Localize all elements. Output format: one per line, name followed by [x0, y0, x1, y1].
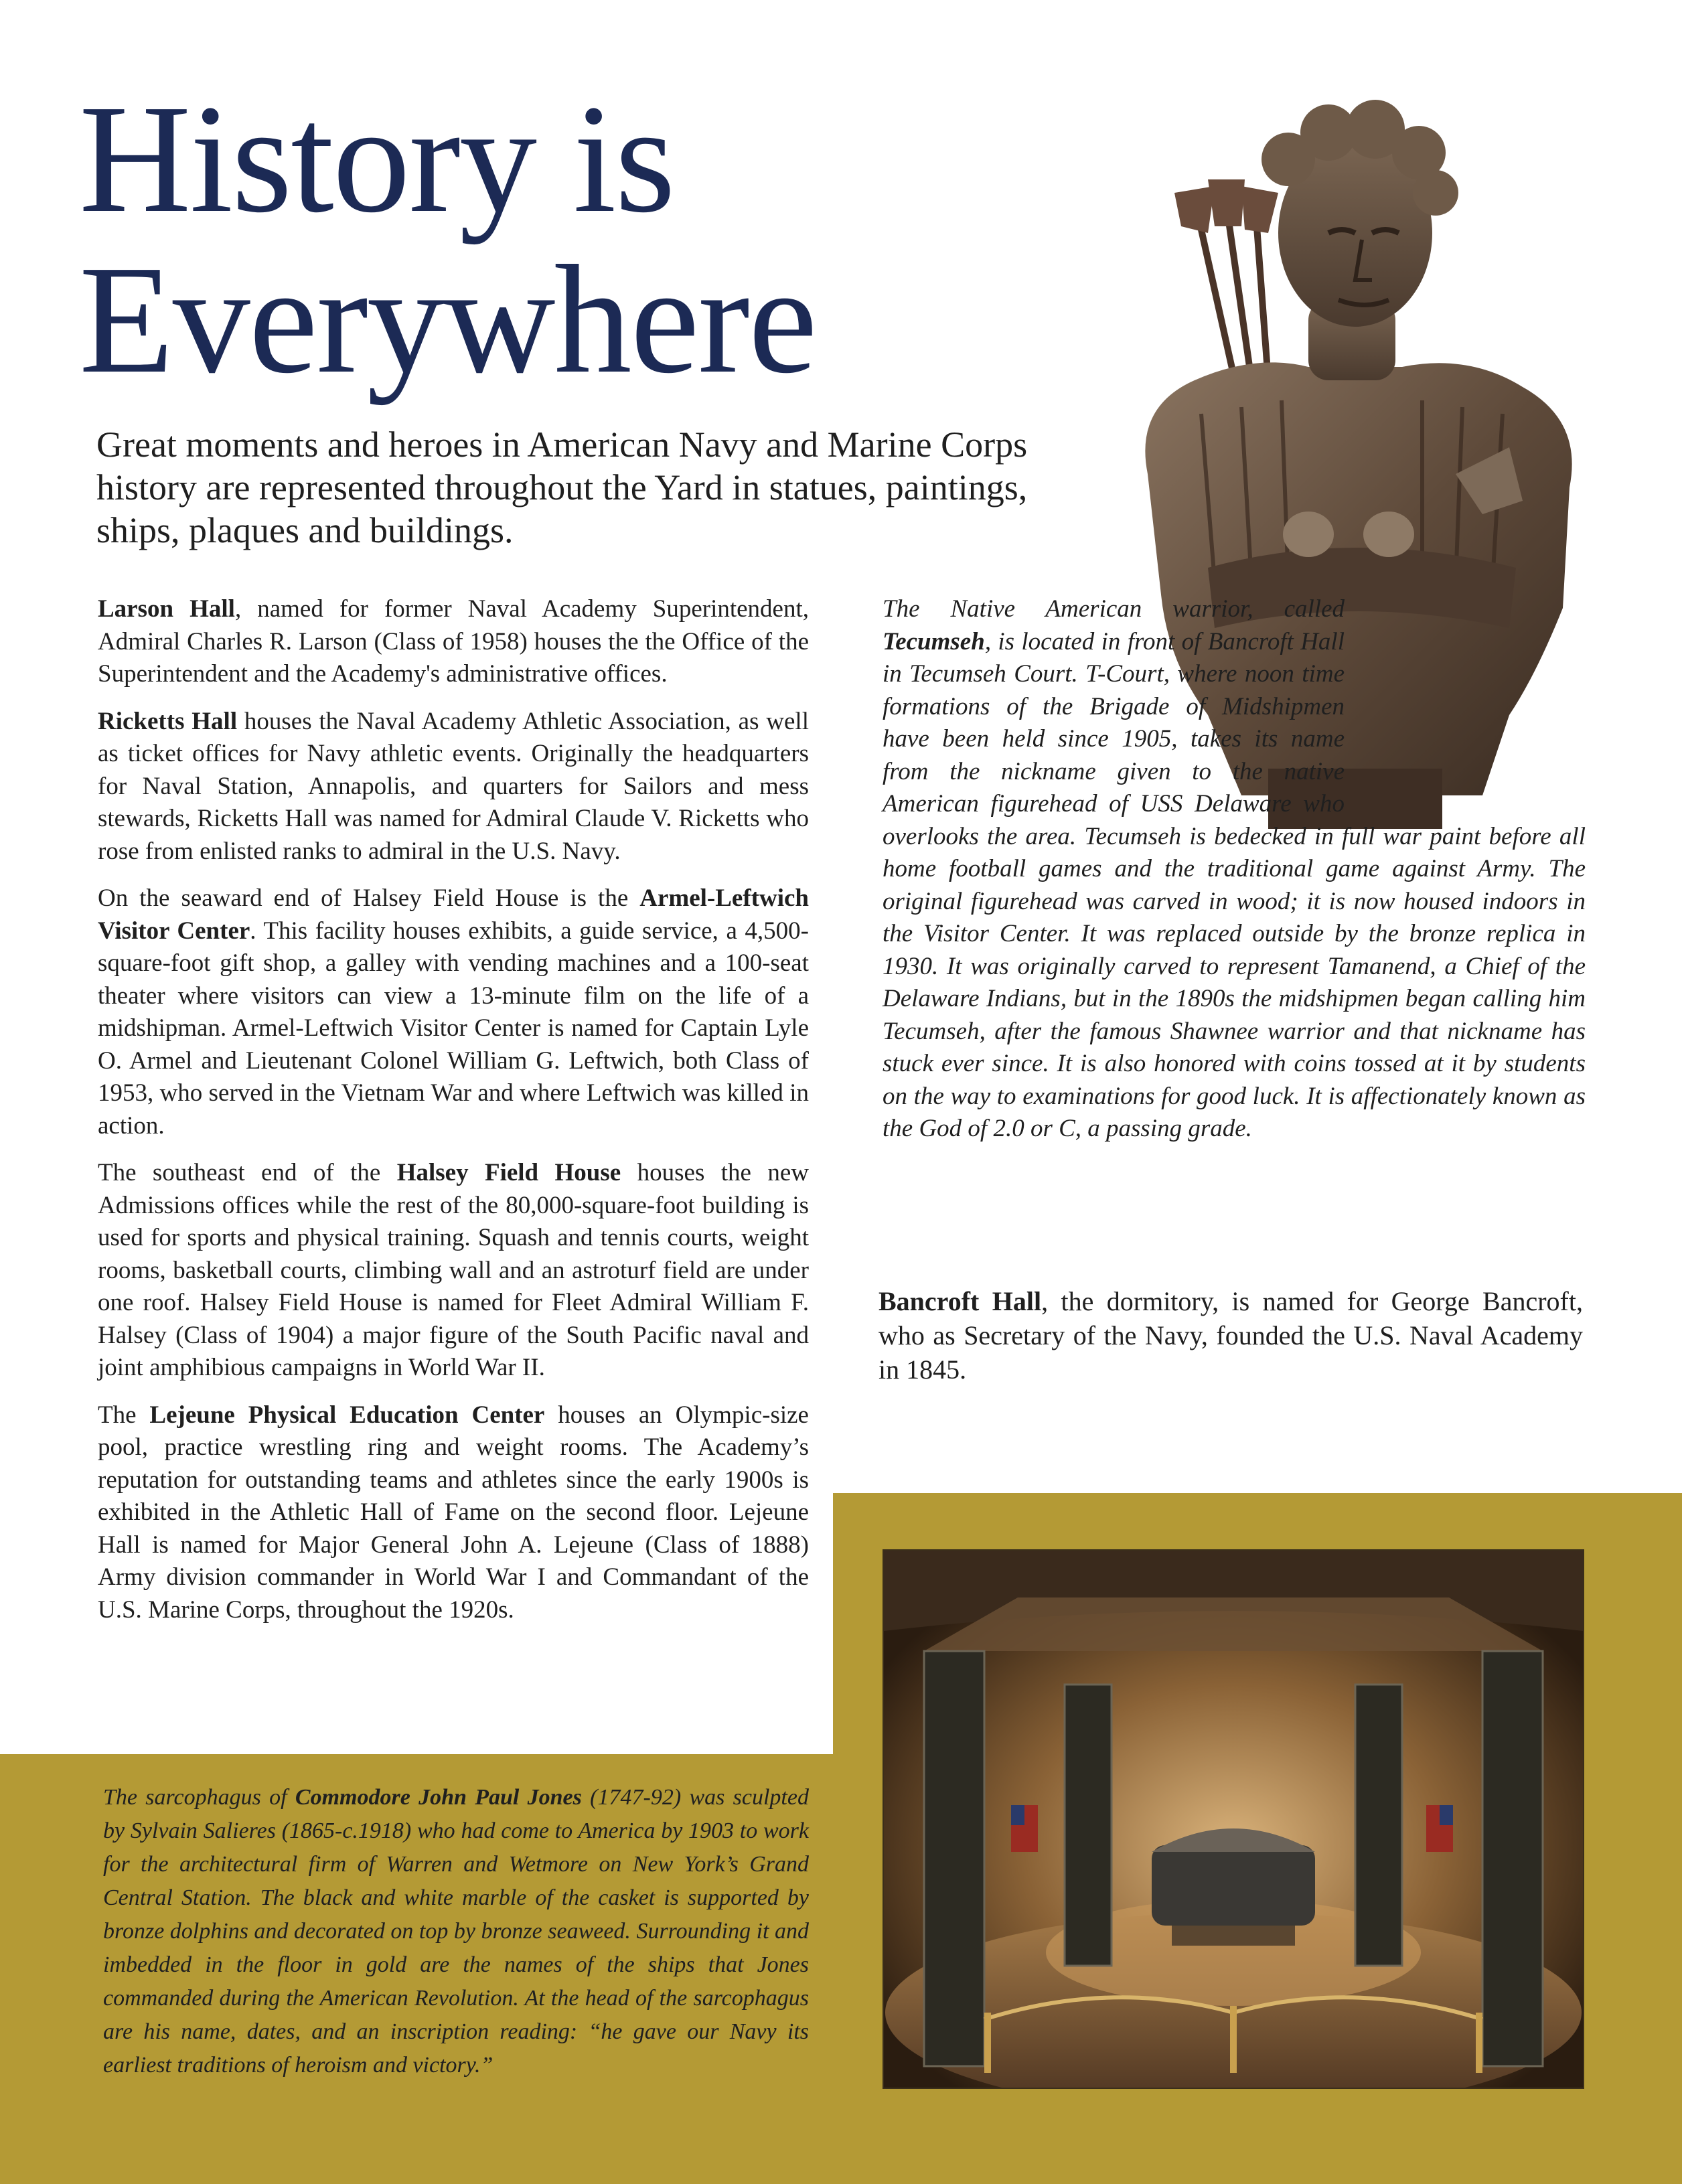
caption-image-gap — [1345, 593, 1586, 807]
ricketts-hall-name: Ricketts Hall — [98, 707, 238, 735]
visitor-center-name: Armel-Leftwich Visitor Center — [98, 884, 809, 945]
tecumseh-text: , is located in front of Bancroft Hall in Tecumseh Court. T-Court, where noon time formations of the Brigade of Midshipmen have been held since 1905, takes its name from the nickname given to the native American figurehead of USS Delaware who overlooks the area. Tecumseh is bedecked in full war paint before all home football games and the traditional game against Army. The original figurehead was carved in wood; it is now housed indoors in the Visitor Center. It was replaced outside by the bronze replica in 1930. It was originally carved to represent Tamanend, a Chief of the Delaware Indians, but in the 1890s the midshipmen began calling him Tecumseh, after the famous Shawnee warrior and that nickname has stuck ever since. It is also honored with coins tossed at it by students on the way to examinations for good luck. It is affectionately known as the God of 2.0 or C, a passing grade. — [883, 627, 1586, 1142]
page-title — [79, 73, 816, 406]
lejeune-center-paragraph — [98, 1399, 809, 1627]
bancroft-hall-paragraph — [878, 1284, 1583, 1387]
title-line-2: Everywhere — [79, 234, 816, 406]
lejeune-center-name: Lejeune Physical Education Center — [149, 1401, 545, 1429]
ricketts-hall-paragraph — [98, 706, 809, 868]
sarcophagus-caption — [103, 1781, 809, 2082]
ricketts-hall-text: houses the Naval Academy Athletic Association, as well as ticket offices for Navy athletic events. Originally the headquarters for Naval Station, Annapolis, and quarters for Sailors and mess stewards, Ricketts Hall was named for Admiral Claude V. Ricketts who rose from enlisted ranks to admiral in the U.S. Navy. — [98, 707, 809, 865]
halsey-intro: The southeast end of the — [98, 1159, 397, 1186]
john-paul-jones-name: Commodore John Paul Jones — [295, 1785, 582, 1810]
visitor-center-text: . This facility houses exhibits, a guide service, a 4,500-square-foot gift shop, a galley with vending machines and a 100-seat theater where visitors can view a 13-minute film on the life of a midshipman. Armel-Leftwich Visitor Center is named for Captain Lyle O. Armel and Lieutenant Colonel William G. Leftwich, both Class of 1953, who served in the Vietnam War and where Leftwich was killed in action. — [98, 917, 809, 1140]
john-paul-jones-crypt-photo — [883, 1549, 1584, 2089]
bancroft-hall-text: , the dormitory, is named for George Bancroft, who as Secretary of the Navy, founded the U.S. Naval Academy in 1845. — [878, 1286, 1583, 1385]
title-line-1: History is — [79, 73, 674, 245]
sarcophagus-intro: The sarcophagus of — [103, 1785, 295, 1810]
halsey-field-house-name: Halsey Field House — [396, 1159, 621, 1186]
lejeune-text: houses an Olympic-size pool, practice wrestling ring and weight rooms. The Academy’s reputation for outstanding teams and athletes since the early 1900s is exhibited in the Athletic Hall of Fame on the second floor. Lejeune Hall is named for Major General John A. Lejeune (Class of 1888) Army division commander in World War I and Commandant of the U.S. Marine Corps, throughout the 1920s. — [98, 1401, 809, 1624]
halsey-text: houses the new Admissions offices while the rest of the 80,000-square-foot building is used for sports and physical training. Squash and tennis courts, weight rooms, basketball courts, climbing wall and an astroturf field are under one roof. Halsey Field House is named for Fleet Admiral William F. Halsey (Class of 1904) a major figure of the South Pacific naval and joint amphibious campaigns in World War II. — [98, 1159, 809, 1381]
tecumseh-intro: The Native American warrior, called — [883, 595, 1345, 623]
tecumseh-name: Tecumseh — [883, 627, 985, 655]
tecumseh-caption — [883, 593, 1586, 1146]
intro-paragraph: Great moments and heroes in American Navy and Marine Corps history are represented throughout the Yard in statues, paintings, ships, plaques and buildings. — [96, 424, 1028, 550]
lejeune-intro: The — [98, 1401, 150, 1429]
left-text-column — [98, 593, 809, 1641]
visitor-center-paragraph — [98, 882, 809, 1142]
halsey-field-house-paragraph — [98, 1157, 809, 1385]
visitor-center-intro: On the seaward end of Halsey Field House is the — [98, 884, 640, 912]
sarcophagus-text: (1747-92) was sculpted by Sylvain Salieres (1865-c.1918) who had come to America by 1903 to work for the architectural firm of Warren and Wetmore on New York’s Grand Central Station. The black and white marble of the casket is supported by bronze dolphins and decorated on top by bronze seaweed. Surrounding it and imbedded in the floor in gold are the names of the ships that Jones commanded during the American Revolution. At the head of the sarcophagus are his name, dates, and an inscription reading: “he gave our Navy its earliest traditions of heroism and victory.” — [103, 1785, 809, 2078]
bancroft-hall-name: Bancroft Hall — [878, 1286, 1042, 1316]
larson-hall-paragraph — [98, 593, 809, 691]
larson-hall-name: Larson Hall — [98, 595, 235, 623]
larson-hall-text: , named for former Naval Academy Superintendent, Admiral Charles R. Larson (Class of 1958) houses the the Office of the Superintendent and the Academy's administrative offices. — [98, 595, 809, 688]
